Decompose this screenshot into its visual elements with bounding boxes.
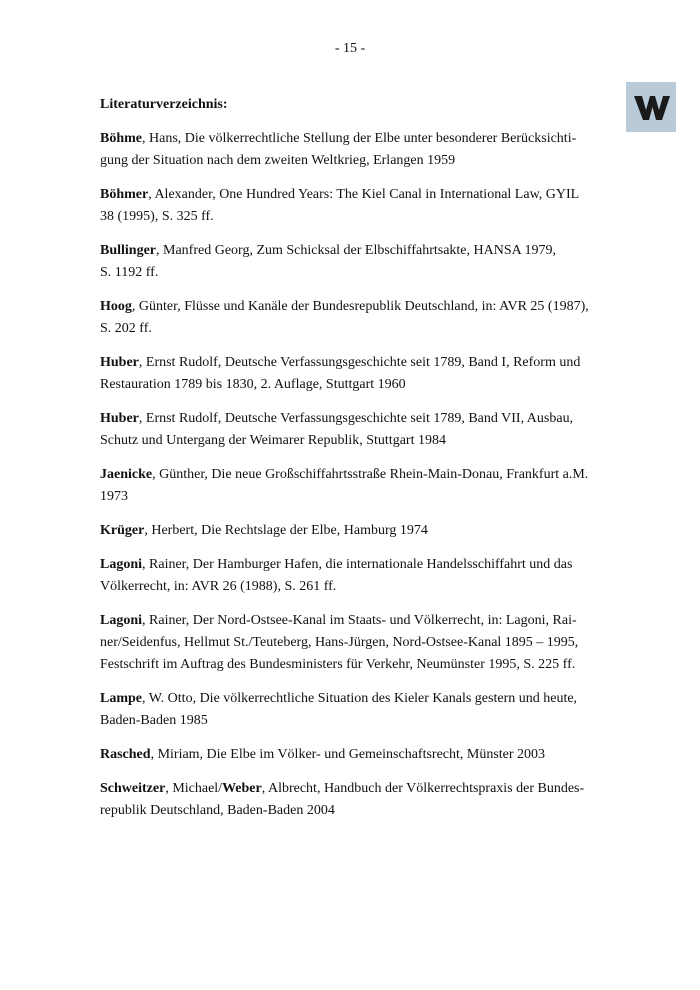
bibliography-entry: [100, 128, 600, 172]
entry-line: 38 (1995), S. 325 ff.: [100, 209, 214, 224]
author-name: Jaenicke: [100, 467, 153, 482]
bibliography-entry: [100, 610, 600, 676]
entry-line: [100, 744, 600, 766]
author-name: Hoog: [100, 299, 132, 314]
entry-line: [100, 128, 600, 150]
entry-text: , Michael/: [165, 781, 223, 796]
entry-line: [100, 610, 600, 632]
entry-text: , Ernst Rudolf, Deutsche Verfassungsgeschichte seit 1789, Band VII, Ausbau,: [138, 411, 574, 426]
entry-text: , W. Otto, Die völkerrechtliche Situation des Kieler Kanals gestern und heute,: [142, 691, 578, 706]
author-name: Bullinger: [100, 243, 157, 258]
entry-line: [100, 352, 600, 374]
bibliography-heading: Literaturverzeichnis:: [100, 97, 228, 112]
bibliography-entry: [100, 778, 600, 822]
entry-line: Festschrift im Auftrag des Bundesministers für Verkehr, Neumünster 1995, S. 225 ff.: [100, 657, 576, 672]
entry-text: , Albrecht, Handbuch der Völkerrechtspraxis der Bundes-: [261, 781, 585, 796]
author-name: Weber: [222, 781, 262, 796]
author-name: Lagoni: [100, 557, 143, 572]
entry-line: [100, 554, 600, 576]
entry-text: , Alexander, One Hundred Years: The Kiel Canal in International Law, GYIL: [148, 187, 580, 202]
bibliography-entry: [100, 184, 600, 228]
entry-line: gung der Situation nach dem zweiten Weltkrieg, Erlangen 1959: [100, 153, 456, 168]
author-name: Lagoni: [100, 613, 143, 628]
entry-line: republik Deutschland, Baden-Baden 2004: [100, 803, 335, 818]
entry-line: Völkerrecht, in: AVR 26 (1988), S. 261 ff.: [100, 579, 337, 594]
bibliography-entry: [100, 240, 600, 284]
bibliography: [100, 94, 600, 834]
author-name: Lampe: [100, 691, 142, 706]
entry-line: [100, 688, 600, 710]
entry-line: S. 202 ff.: [100, 321, 152, 336]
entry-line: Schutz und Untergang der Weimarer Republik, Stuttgart 1984: [100, 433, 446, 448]
entry-line: [100, 240, 600, 262]
author-name: Böhme: [100, 131, 142, 146]
author-name: Rasched: [100, 747, 151, 762]
entry-text: , Hans, Die völkerrechtliche Stellung der Elbe unter besonderer Berücksichti-: [142, 131, 577, 146]
entry-text: , Ernst Rudolf, Deutsche Verfassungsgeschichte seit 1789, Band I, Reform und: [138, 355, 581, 370]
entry-text: , Miriam, Die Elbe im Völker- und Gemeinschaftsrecht, Münster 2003: [150, 747, 546, 762]
bibliography-list: [100, 128, 600, 822]
entry-text: , Rainer, Der Nord-Ostsee-Kanal im Staats- und Völkerrecht, in: Lagoni, Rai-: [142, 613, 577, 628]
bibliography-entry: [100, 520, 600, 542]
entry-line: Restauration 1789 bis 1830, 2. Auflage, Stuttgart 1960: [100, 377, 406, 392]
author-name: Huber: [100, 355, 139, 370]
entry-line: [100, 408, 600, 430]
bibliography-entry: [100, 464, 600, 508]
bibliography-entry: [100, 554, 600, 598]
bibliography-entry: [100, 688, 600, 732]
entry-line: [100, 778, 600, 800]
bibliography-entry: [100, 352, 600, 396]
entry-text: , Günter, Flüsse und Kanäle der Bundesrepublik Deutschland, in: AVR 25 (1987),: [131, 299, 589, 314]
entry-line: Baden-Baden 1985: [100, 713, 208, 728]
entry-text: , Günther, Die neue Großschiffahrtsstraße Rhein-Main-Donau, Frankfurt a.M.: [152, 467, 589, 482]
entry-text: , Rainer, Der Hamburger Hafen, die internationale Handelsschiffahrt und das: [142, 557, 573, 572]
w-logo: [626, 82, 676, 132]
author-name: Huber: [100, 411, 139, 426]
entry-line: [100, 296, 600, 318]
entry-line: [100, 464, 600, 486]
author-name: Böhmer: [100, 187, 149, 202]
entry-line: [100, 520, 600, 542]
entry-line: [100, 184, 600, 206]
w-logo-icon: [626, 82, 676, 132]
entry-text: , Manfred Georg, Zum Schicksal der Elbschiffahrtsakte, HANSA 1979,: [156, 243, 556, 258]
bibliography-entry: [100, 296, 600, 340]
page-number: - 15 -: [334, 41, 366, 56]
bibliography-entry: [100, 744, 600, 766]
entry-text: , Herbert, Die Rechtslage der Elbe, Hamburg 1974: [144, 523, 428, 538]
author-name: Schweitzer: [100, 781, 166, 796]
bibliography-entry: [100, 408, 600, 452]
entry-line: ner/Seidenfus, Hellmut St./Teuteberg, Hans-Jürgen, Nord-Ostsee-Kanal 1895 – 1995,: [100, 635, 579, 650]
author-name: Krüger: [100, 523, 145, 538]
entry-line: 1973: [100, 489, 128, 504]
entry-line: S. 1192 ff.: [100, 265, 159, 280]
